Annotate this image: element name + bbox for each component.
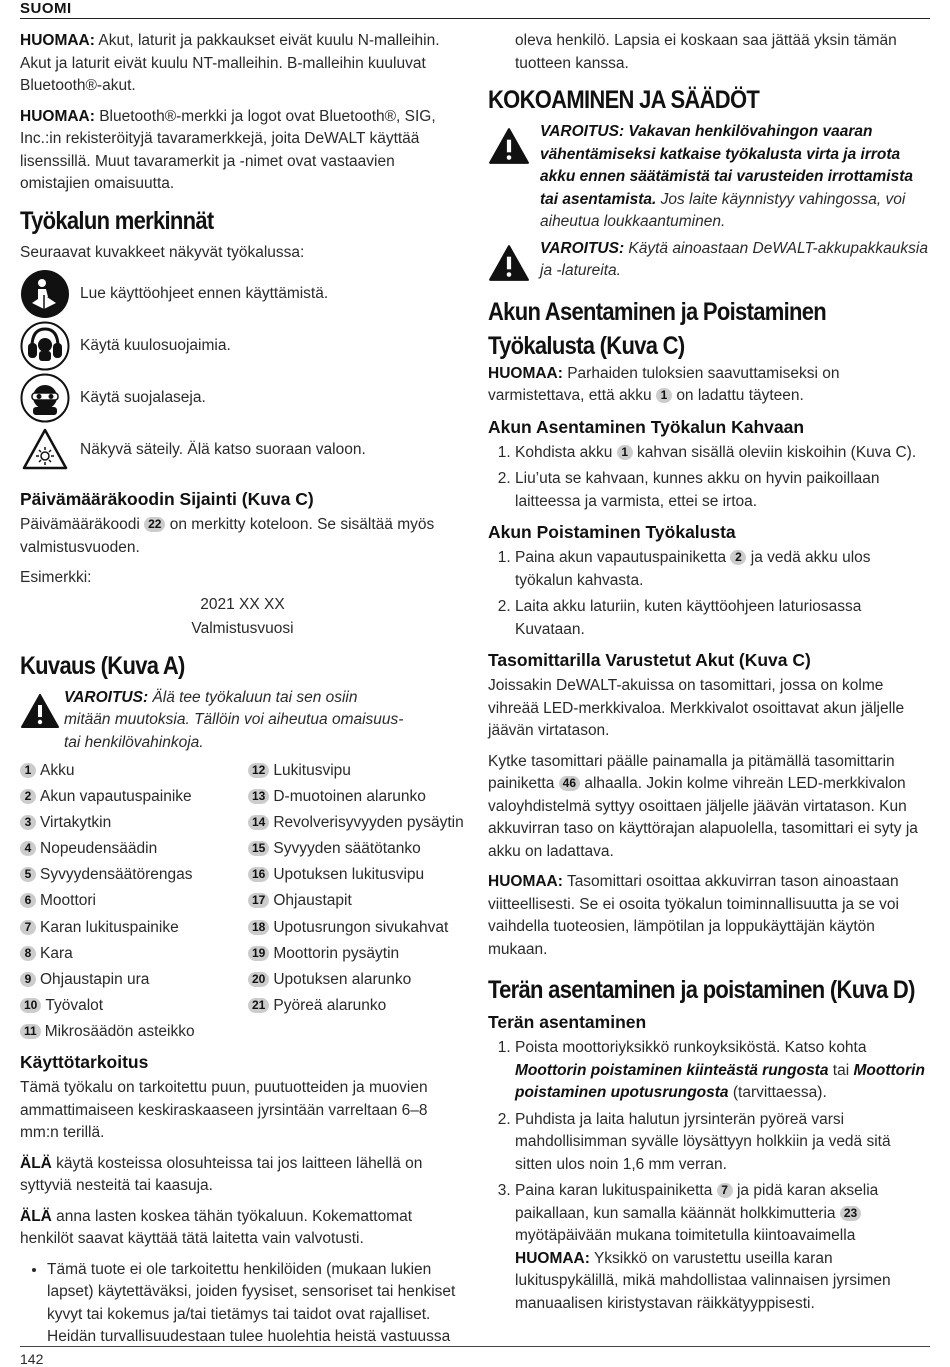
step-ref: Moottorin poistaminen upotusrungosta <box>515 1061 925 1101</box>
part-badge: 14 <box>248 815 269 830</box>
part-item <box>248 838 468 861</box>
part-item <box>20 760 248 783</box>
part-item <box>20 890 248 913</box>
step-text: ja vedä akku ulos työkalun kahvasta. <box>515 549 871 589</box>
example-label: Esimerkki: <box>20 569 92 586</box>
step-text: myötäpäivään mukana toimitetulla kiintoavaimella <box>515 1227 856 1244</box>
note-label: HUOMAA: <box>515 1249 590 1267</box>
part-badge: 5 <box>20 867 36 882</box>
section-title-description: Kuvaus (Kuva A) <box>20 651 185 680</box>
section-title-gauge: Tasomittarilla Varustetut Akut (Kuva C) <box>488 650 811 670</box>
part-badge: 18 <box>248 920 269 935</box>
section-title-assembly: KOKOAMINEN JA SÄÄDÖT <box>488 86 760 114</box>
section-title-battery: Akun Asentaminen ja Poistaminen <box>488 297 827 326</box>
part-item <box>248 890 468 913</box>
step-ref: Moottorin poistaminen kiinteästä rungosta <box>515 1061 829 1079</box>
part-item <box>20 917 248 940</box>
section-title-bit-install: Terän asentaminen <box>488 1012 647 1032</box>
part-badge: 7 <box>20 920 36 935</box>
right-column <box>488 30 928 1321</box>
part-name: Virtakytkin <box>40 814 112 832</box>
part-badge: 9 <box>20 972 36 987</box>
read-manual-icon <box>20 269 70 319</box>
section-title-install: Akun Asentaminen Työkalun Kahvaan <box>488 416 805 437</box>
note-label: HUOMAA: <box>20 107 95 125</box>
note-label: HUOMAA: <box>20 32 95 49</box>
use-paragraph: Tämä työkalu on tarkoitettu puun, puutuotteiden ja muovien ammattimaiseen keskiraskaaseen jyrsintään varreltaan 6–8 mm:n terillä. <box>20 1079 428 1142</box>
marking-row <box>20 424 465 476</box>
part-item <box>248 943 468 966</box>
part-item <box>248 917 468 940</box>
parts-list <box>20 760 465 1043</box>
section-title-bit: Terän asentaminen ja poistaminen (Kuva D) <box>488 976 915 1004</box>
gauge-paragraph <box>488 751 928 864</box>
part-name: Akun vapautuspainike <box>40 788 192 806</box>
page-number: 142 <box>20 1351 44 1367</box>
note-paragraph <box>20 30 465 98</box>
warning-block <box>488 121 928 234</box>
part-badge: 12 <box>248 763 269 778</box>
warning-text <box>540 121 928 234</box>
marking-text: Käytä kuulosuojaimia. <box>80 337 231 354</box>
step-text: Poista moottoriyksikkö runkoyksiköstä. Katso kohta <box>515 1039 867 1056</box>
gauge-text: alhaalla. Jokin kolme vihreän LED-merkkivalon valoyhdistelmä syttyy osoittaen jäljelle jäävän virtatason. Kun akkuvirran taso on käyttörajan alapuolella, tasomittari ei syty ja akku on ladattava. <box>488 775 918 860</box>
part-name: Revolverisyvyyden pysäytin <box>273 814 464 832</box>
part-name: Kara <box>40 944 73 962</box>
bullet-item: • Tämä tuote ei ole tarkoitettu henkilöiden (mukaan lukien lapset) käytettäväksi, joiden fyysiset, sensoriset tai henkiset kyvyt tai kokemus ja/tai tietämys tai taidot ovat rajalliset. Heidän turvallisuudestaan tulee huolehtia heistä vastuussa <box>47 1259 465 1349</box>
part-name: Moottorin pysäytin <box>273 944 400 962</box>
part-badge: 19 <box>248 946 269 961</box>
part-badge: 6 <box>20 893 36 908</box>
part-item <box>248 812 468 835</box>
part-badge: 8 <box>20 946 36 961</box>
dont-paragraph <box>20 1153 465 1198</box>
warning-text <box>64 687 404 755</box>
part-name: Nopeudensäädin <box>40 840 158 858</box>
part-badge: 11 <box>20 1024 41 1039</box>
part-name: D-muotoinen alarunko <box>273 788 426 806</box>
radiation-warning-icon <box>20 425 70 475</box>
step-item: 2. Laita akku laturiin, kuten käyttöohjeen laturiosassa Kuvataan. <box>515 596 928 641</box>
note-text: on ladattu täyteen. <box>676 387 804 404</box>
section-title-markings: Työkalun merkinnät <box>20 206 214 235</box>
marking-text: Lue käyttöohjeet ennen käyttämistä. <box>80 285 329 302</box>
left-column <box>20 30 465 1349</box>
bullet-list <box>20 1259 465 1349</box>
note-text: Bluetooth®-merkki ja logot ovat Bluetooth®, SIG, Inc.:in rekisteröityjä tavaramerkkejä, joita DeWALT käyttää lisenssillä. Muut tavaramerkit ja -nimet ovat vastaavien omistajien omaisuutta. <box>20 107 436 192</box>
part-badge: 3 <box>20 815 36 830</box>
part-item <box>20 786 248 809</box>
part-badge: 16 <box>248 867 269 882</box>
step-text: Paina akun vapautuspainiketta <box>515 549 727 566</box>
marking-row <box>20 268 465 320</box>
part-item <box>20 864 248 887</box>
part-name: Mikrosäädön asteikko <box>44 1022 195 1040</box>
section-title-remove: Akun Poistaminen Työkalusta <box>488 522 736 542</box>
part-name: Ohjaustapin ura <box>40 970 150 988</box>
warning-block <box>20 687 465 755</box>
part-name: Pyöreä alarunko <box>273 996 387 1014</box>
datecode-text: Päivämääräkoodi <box>20 516 140 533</box>
note-text: Yksikkö on varustettu useilla karan lukituspykälillä, mikä mahdollistaa valinnaisen jyrsimen manuaalisen kiristystavan räikkätyyppisesti. <box>515 1249 891 1312</box>
step-text: kahvan sisällä oleviin kiskoihin (Kuva C). <box>637 443 917 461</box>
part-item <box>20 943 248 966</box>
part-name: Työvalot <box>45 996 104 1014</box>
part-badge: 4 <box>20 841 36 856</box>
part-badge: 17 <box>248 893 269 908</box>
marking-text: Näkyvä säteily. Älä katso suoraan valoon. <box>80 441 366 458</box>
part-item <box>20 995 248 1018</box>
part-name: Akku <box>40 762 75 779</box>
datecode-paragraph <box>20 514 465 559</box>
note-paragraph <box>20 106 465 196</box>
part-name: Lukitusvipu <box>273 762 351 779</box>
part-badge: 2 <box>730 550 746 565</box>
section-title-datecode: Päivämääräkoodin Sijainti (Kuva C) <box>20 489 314 509</box>
warning-text <box>540 238 928 287</box>
markings-intro: Seuraavat kuvakkeet näkyvät työkalussa: <box>20 243 305 261</box>
warning-icon <box>488 238 540 287</box>
part-item <box>20 969 248 992</box>
ear-protection-icon <box>20 321 70 371</box>
warning-body: Käytä ainoastaan DeWALT-akkupakkauksia ja -latureita. <box>540 239 928 279</box>
note-text: Parhaiden tuloksien saavuttamiseksi on varmistettava, että akku <box>488 364 840 404</box>
warning-label: VAROITUS: Vakavan henkilövahingon vaaran vähentämiseksi katkaise työkalusta virta ja irrota akku ennen säätämistä tai varusteiden irrottamista tai asentamista. <box>540 123 914 208</box>
step-item <box>515 547 928 592</box>
part-badge: 20 <box>248 972 269 987</box>
note-text: Akut, laturit ja pakkaukset eivät kuulu N-malleihin. Akut ja laturit eivät kuulu NT-malleihin. B-malleihin kuuluvat Bluetooth®-akut. <box>20 32 440 94</box>
part-badge: 23 <box>840 1206 861 1221</box>
datecode-text: on merkitty koteloon. Se sisältää myös valmistusvuoden. <box>20 516 435 556</box>
dont-text: käytä kosteissa olosuhteissa tai jos laitteen lähellä on syttyviä nesteitä tai kaasuja. <box>20 1154 423 1195</box>
gauge-text: Kytke tasomittari päälle painamalla ja pitämällä tasomittarin painiketta <box>488 752 895 792</box>
step-text: tai <box>832 1061 850 1079</box>
part-name: Syvyyden säätötanko <box>273 840 421 858</box>
step-text: (tarvittaessa). <box>732 1084 827 1101</box>
warning-icon <box>20 687 64 755</box>
part-name: Upotusrungon sivukahvat <box>273 918 449 936</box>
part-badge: 1 <box>617 445 633 460</box>
part-item-empty <box>248 1021 468 1044</box>
example-caption: Valmistusvuosi <box>191 620 294 637</box>
marking-text: Käytä suojalaseja. <box>80 389 206 406</box>
dont-paragraph <box>20 1206 465 1251</box>
eye-protection-icon <box>20 373 70 423</box>
warning-label: VAROITUS: <box>64 688 149 706</box>
warning-icon <box>488 121 540 234</box>
language-label: SUOMI <box>20 0 72 17</box>
warning-body: Älä tee työkaluun tai sen osiin mitään muutoksia. Tällöin voi aiheutua omaisuus- tai henkilövahinkoja. <box>64 688 404 751</box>
part-badge: 7 <box>717 1183 733 1198</box>
part-badge: 46 <box>559 776 580 791</box>
remove-steps <box>488 547 928 641</box>
install-steps <box>488 442 928 514</box>
part-badge: 21 <box>248 998 269 1013</box>
page-footer <box>20 1346 930 1367</box>
step-item: 2. Puhdista ja laita halutun jyrsinterän pyöreä varsi mahdollisimman syvälle löysättyyn holkkiin ja vedä sitä sitten ulos noin 1,6 mm verran. <box>515 1109 928 1177</box>
step-text: ja pidä karan akselia paikallaan, kun samalla käännät holkkimutteria <box>515 1182 879 1222</box>
part-badge: 15 <box>248 841 269 856</box>
part-item <box>248 969 468 992</box>
example-code: 2021 XX XX <box>200 595 285 613</box>
part-badge: 13 <box>248 789 269 804</box>
section-title-battery-2: Työkalusta (Kuva C) <box>488 331 685 360</box>
marking-row <box>20 372 465 424</box>
part-badge: 1 <box>656 388 672 403</box>
warning-body: Jos laite käynnistyy vahingossa, voi aiheutua loukkaantuminen. <box>540 190 906 230</box>
part-item <box>248 995 468 1018</box>
part-badge: 10 <box>20 998 41 1013</box>
continued-text: oleva henkilö. Lapsia ei koskaan saa jättää yksin tämän tuotteen kanssa. <box>515 32 897 72</box>
part-badge: 1 <box>20 763 36 778</box>
part-item <box>248 786 468 809</box>
page-header <box>20 0 930 19</box>
note-label: HUOMAA: <box>488 873 563 890</box>
step-item <box>515 1037 928 1105</box>
step-item: 2. Liu’uta se kahvaan, kunnes akku on hyvin paikoillaan laitteessa ja varmista, ettei se irtoa. <box>515 468 928 513</box>
part-item <box>248 864 468 887</box>
part-name: Karan lukituspainike <box>40 918 179 936</box>
part-badge: 22 <box>144 517 165 532</box>
marking-row <box>20 320 465 372</box>
part-name: Moottori <box>40 892 96 910</box>
part-item <box>248 760 468 783</box>
dont-label: ÄLÄ <box>20 1154 52 1172</box>
step-text: Kohdista akku <box>515 443 613 461</box>
section-title-intended-use: Käyttötarkoitus <box>20 1052 149 1073</box>
dont-label: ÄLÄ <box>20 1207 52 1225</box>
dont-text: anna lasten koskea tähän työkaluun. Kokemattomat henkilöt saavat käyttää tätä laitetta vain valvotusti. <box>20 1207 413 1248</box>
gauge-note <box>488 871 928 961</box>
part-name: Syvyydensäätörengas <box>40 866 193 884</box>
part-name: Upotuksen alarunko <box>273 970 412 988</box>
step-item <box>515 442 928 465</box>
note-text: Tasomittari osoittaa akkuvirran tason ainoastaan viitteellisesti. Se ei osoita työkalun toiminnallisuutta ja se voi vaihdella tuoteosien, lämpötilan ja loppukäyttäjän käytön mukaan. <box>488 873 899 958</box>
step-item <box>515 1180 928 1315</box>
warning-label: VAROITUS: <box>540 239 625 257</box>
part-item <box>20 1021 248 1044</box>
part-name: Upotuksen lukitusvipu <box>273 866 425 884</box>
part-badge: 2 <box>20 789 36 804</box>
bit-steps <box>488 1037 928 1315</box>
part-item <box>20 838 248 861</box>
battery-note <box>488 363 928 408</box>
part-name: Ohjaustapit <box>273 892 352 910</box>
part-item <box>20 812 248 835</box>
step-text: Paina karan lukituspainiketta <box>515 1182 713 1199</box>
warning-block <box>488 238 928 287</box>
gauge-paragraph: Joissakin DeWALT-akuissa on tasomittari, jossa on kolme vihreää LED-merkkivaloa. Merkkivalot osoittavat akun jäljelle jäävän virtatason. <box>488 677 905 739</box>
note-label: HUOMAA: <box>488 364 563 382</box>
